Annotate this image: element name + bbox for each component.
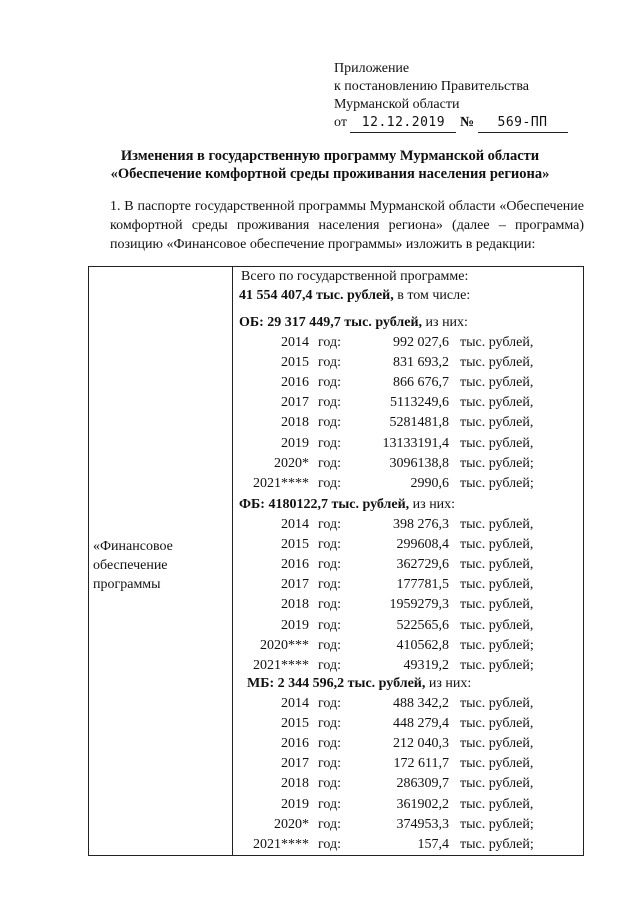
year-word: год: (318, 475, 342, 491)
funding-unit: тыс. рублей, (460, 415, 534, 431)
funding-unit: тыс. рублей, (460, 597, 534, 613)
year-word: год: (318, 517, 342, 532)
funding-unit: тыс. рублей, (460, 537, 534, 553)
funding-year: 2015 (281, 355, 309, 371)
funding-year: 2021**** (253, 475, 309, 491)
document-title (80, 147, 580, 183)
funding-year: 2019 (281, 435, 309, 451)
funding-year: 2018 (281, 776, 309, 792)
appendix-label: Приложение (334, 61, 410, 76)
funding-unit: тыс. рублей, (460, 796, 534, 812)
funding-row (239, 696, 579, 716)
resolution-number: 569-ПП (478, 114, 568, 133)
year-word: год: (318, 375, 342, 391)
funding-row (239, 355, 579, 375)
funding-row (239, 395, 579, 415)
funding-unit: тыс. рублей, (460, 776, 534, 792)
title-line-1: Изменения в государственную программу Мурманской области (120, 148, 540, 164)
funding-unit: тыс. рублей, (460, 736, 534, 752)
section-heading-mb (247, 676, 471, 692)
funding-unit: тыс. рублей; (460, 836, 534, 852)
year-word: год: (318, 776, 342, 792)
year-word: год: (318, 597, 342, 613)
year-word: год: (318, 435, 342, 451)
funding-value: 361902,2 (396, 796, 449, 812)
funding-value: 172 611,7 (393, 756, 449, 772)
funding-value: 398 276,3 (393, 517, 449, 532)
year-word: год: (318, 657, 342, 673)
funding-year: 2017 (281, 395, 309, 411)
funding-value: 866 676,7 (393, 375, 449, 391)
number-prefix: № (459, 115, 475, 130)
total-heading: Всего по государственной программе: (241, 269, 469, 284)
funding-row (239, 716, 579, 736)
funding-unit: тыс. рублей, (460, 517, 534, 532)
funding-value: 488 342,2 (393, 696, 449, 711)
funding-year: 2014 (281, 335, 309, 350)
appendix-header (334, 60, 568, 133)
funding-year: 2021**** (253, 657, 309, 673)
funding-value: 2990,6 (410, 475, 449, 491)
resolution-reference: к постановлению Правительства (334, 79, 530, 94)
funding-value: 5113249,6 (390, 395, 449, 411)
funding-year: 2014 (281, 517, 309, 532)
funding-year: 2021**** (253, 836, 309, 852)
year-word: год: (318, 355, 342, 371)
funding-unit: тыс. рублей, (460, 355, 534, 371)
funding-unit: тыс. рублей, (460, 395, 534, 411)
funding-unit: тыс. рублей; (460, 455, 534, 471)
funding-value: 177781,5 (396, 577, 449, 593)
year-word: год: (318, 395, 342, 411)
funding-row (239, 638, 579, 658)
funding-value: 522565,6 (396, 617, 449, 633)
funding-row (239, 456, 579, 476)
funding-unit: тыс. рублей, (460, 756, 534, 772)
funding-value: 410562,8 (396, 637, 449, 653)
total-suffix: в том числе: (393, 288, 471, 303)
column-divider (232, 267, 233, 855)
funding-value: 49319,2 (403, 657, 449, 673)
section-amount: ОБ: 29 317 449,7 тыс. рублей, (239, 315, 423, 330)
year-word: год: (318, 415, 342, 431)
funding-unit: тыс. рублей; (460, 637, 534, 653)
funding-row (239, 817, 579, 837)
funding-unit: тыс. рублей, (460, 435, 534, 451)
funding-value: 286309,7 (396, 776, 449, 792)
funding-unit: тыс. рублей; (460, 475, 534, 491)
funding-row (239, 597, 579, 617)
funding-value: 3096138,8 (389, 455, 449, 471)
funding-value: 157,4 (417, 836, 449, 852)
year-word: год: (318, 716, 342, 732)
funding-year: 2019 (281, 617, 309, 633)
funding-value: 1959279,3 (389, 597, 449, 613)
funding-row (239, 415, 579, 435)
funding-year: 2017 (281, 756, 309, 772)
region-name: Мурманской области (334, 97, 460, 112)
funding-year: 2017 (281, 577, 309, 593)
funding-unit: тыс. рублей, (460, 375, 534, 391)
funding-year: 2016 (281, 557, 309, 573)
funding-unit: тыс. рублей, (460, 716, 534, 732)
funding-row (239, 776, 579, 796)
funding-unit: тыс. рублей, (460, 335, 534, 350)
title-line-2: «Обеспечение комфортной среды проживания населения региона» (110, 166, 550, 182)
section-suffix: из них: (409, 497, 456, 512)
year-word: год: (318, 816, 342, 832)
funding-year: 2015 (281, 537, 309, 553)
funding-year: 2016 (281, 375, 309, 391)
funding-row (239, 335, 579, 355)
year-word: год: (318, 557, 342, 573)
funding-unit: тыс. рублей; (460, 657, 534, 673)
funding-unit: тыс. рублей, (460, 557, 534, 573)
funding-unit: тыс. рублей, (460, 577, 534, 593)
section-amount: ФБ: 4180122,7 тыс. рублей, (239, 497, 410, 512)
funding-value: 992 027,6 (393, 335, 449, 350)
year-word: год: (318, 577, 342, 593)
funding-year: 2018 (281, 415, 309, 431)
funding-year: 2018 (281, 597, 309, 613)
funding-row (239, 436, 579, 456)
total-line (239, 288, 470, 304)
section-heading-fb (239, 497, 455, 513)
funding-unit: тыс. рублей, (460, 696, 534, 711)
funding-row (239, 517, 579, 537)
funding-row (239, 618, 579, 638)
funding-unit: тыс. рублей; (460, 816, 534, 832)
funding-row (239, 537, 579, 557)
section-suffix: из них: (425, 676, 472, 691)
section-heading-ob (239, 315, 468, 331)
financing-table (88, 266, 584, 856)
funding-value: 831 693,2 (393, 355, 449, 371)
year-word: год: (318, 537, 342, 553)
funding-value: 374953,3 (396, 816, 449, 832)
funding-year: 2020*** (260, 637, 309, 653)
funding-row (239, 577, 579, 597)
funding-row (239, 557, 579, 577)
funding-value: 299608,4 (396, 537, 449, 553)
year-word: год: (318, 756, 342, 772)
funding-year: 2016 (281, 736, 309, 752)
date-number-row (334, 114, 568, 133)
year-word: год: (318, 736, 342, 752)
year-word: год: (318, 617, 342, 633)
row-label: «Финансовое обеспечение программы (93, 539, 173, 592)
year-word: год: (318, 335, 342, 350)
funding-row (239, 375, 579, 395)
section-amount: МБ: 2 344 596,2 тыс. рублей, (247, 676, 426, 691)
funding-year: 2015 (281, 716, 309, 732)
date-prefix: от (334, 115, 347, 130)
funding-year: 2020* (274, 816, 309, 832)
funding-value: 212 040,3 (393, 736, 449, 752)
total-amount: 41 554 407,4 тыс. рублей, (239, 288, 394, 303)
year-word: год: (318, 836, 342, 852)
funding-row (239, 797, 579, 817)
funding-year: 2019 (281, 796, 309, 812)
funding-value: 13133191,4 (382, 435, 449, 451)
funding-row (239, 658, 579, 678)
intro-text: 1. В паспорте государственной программы Мурманской области «Обеспечение комфортной среды проживания населения региона» (далее – программа) позицию «Финансовое обеспечение программы» изложить в редакции: (110, 199, 584, 252)
funding-row (239, 476, 579, 496)
year-word: год: (318, 796, 342, 812)
funding-value: 362729,6 (396, 557, 449, 573)
funding-year: 2014 (281, 696, 309, 711)
funding-row (239, 736, 579, 756)
year-word: год: (318, 455, 342, 471)
year-word: год: (318, 637, 342, 653)
year-word: год: (318, 696, 342, 711)
funding-row (239, 837, 579, 857)
funding-row (239, 756, 579, 776)
resolution-date: 12.12.2019 (350, 114, 456, 133)
funding-value: 448 279,4 (393, 716, 449, 732)
section-suffix: из них: (422, 315, 468, 330)
funding-value: 5281481,8 (389, 415, 449, 431)
funding-unit: тыс. рублей, (460, 617, 534, 633)
funding-year: 2020* (274, 455, 309, 471)
intro-paragraph (88, 197, 584, 254)
